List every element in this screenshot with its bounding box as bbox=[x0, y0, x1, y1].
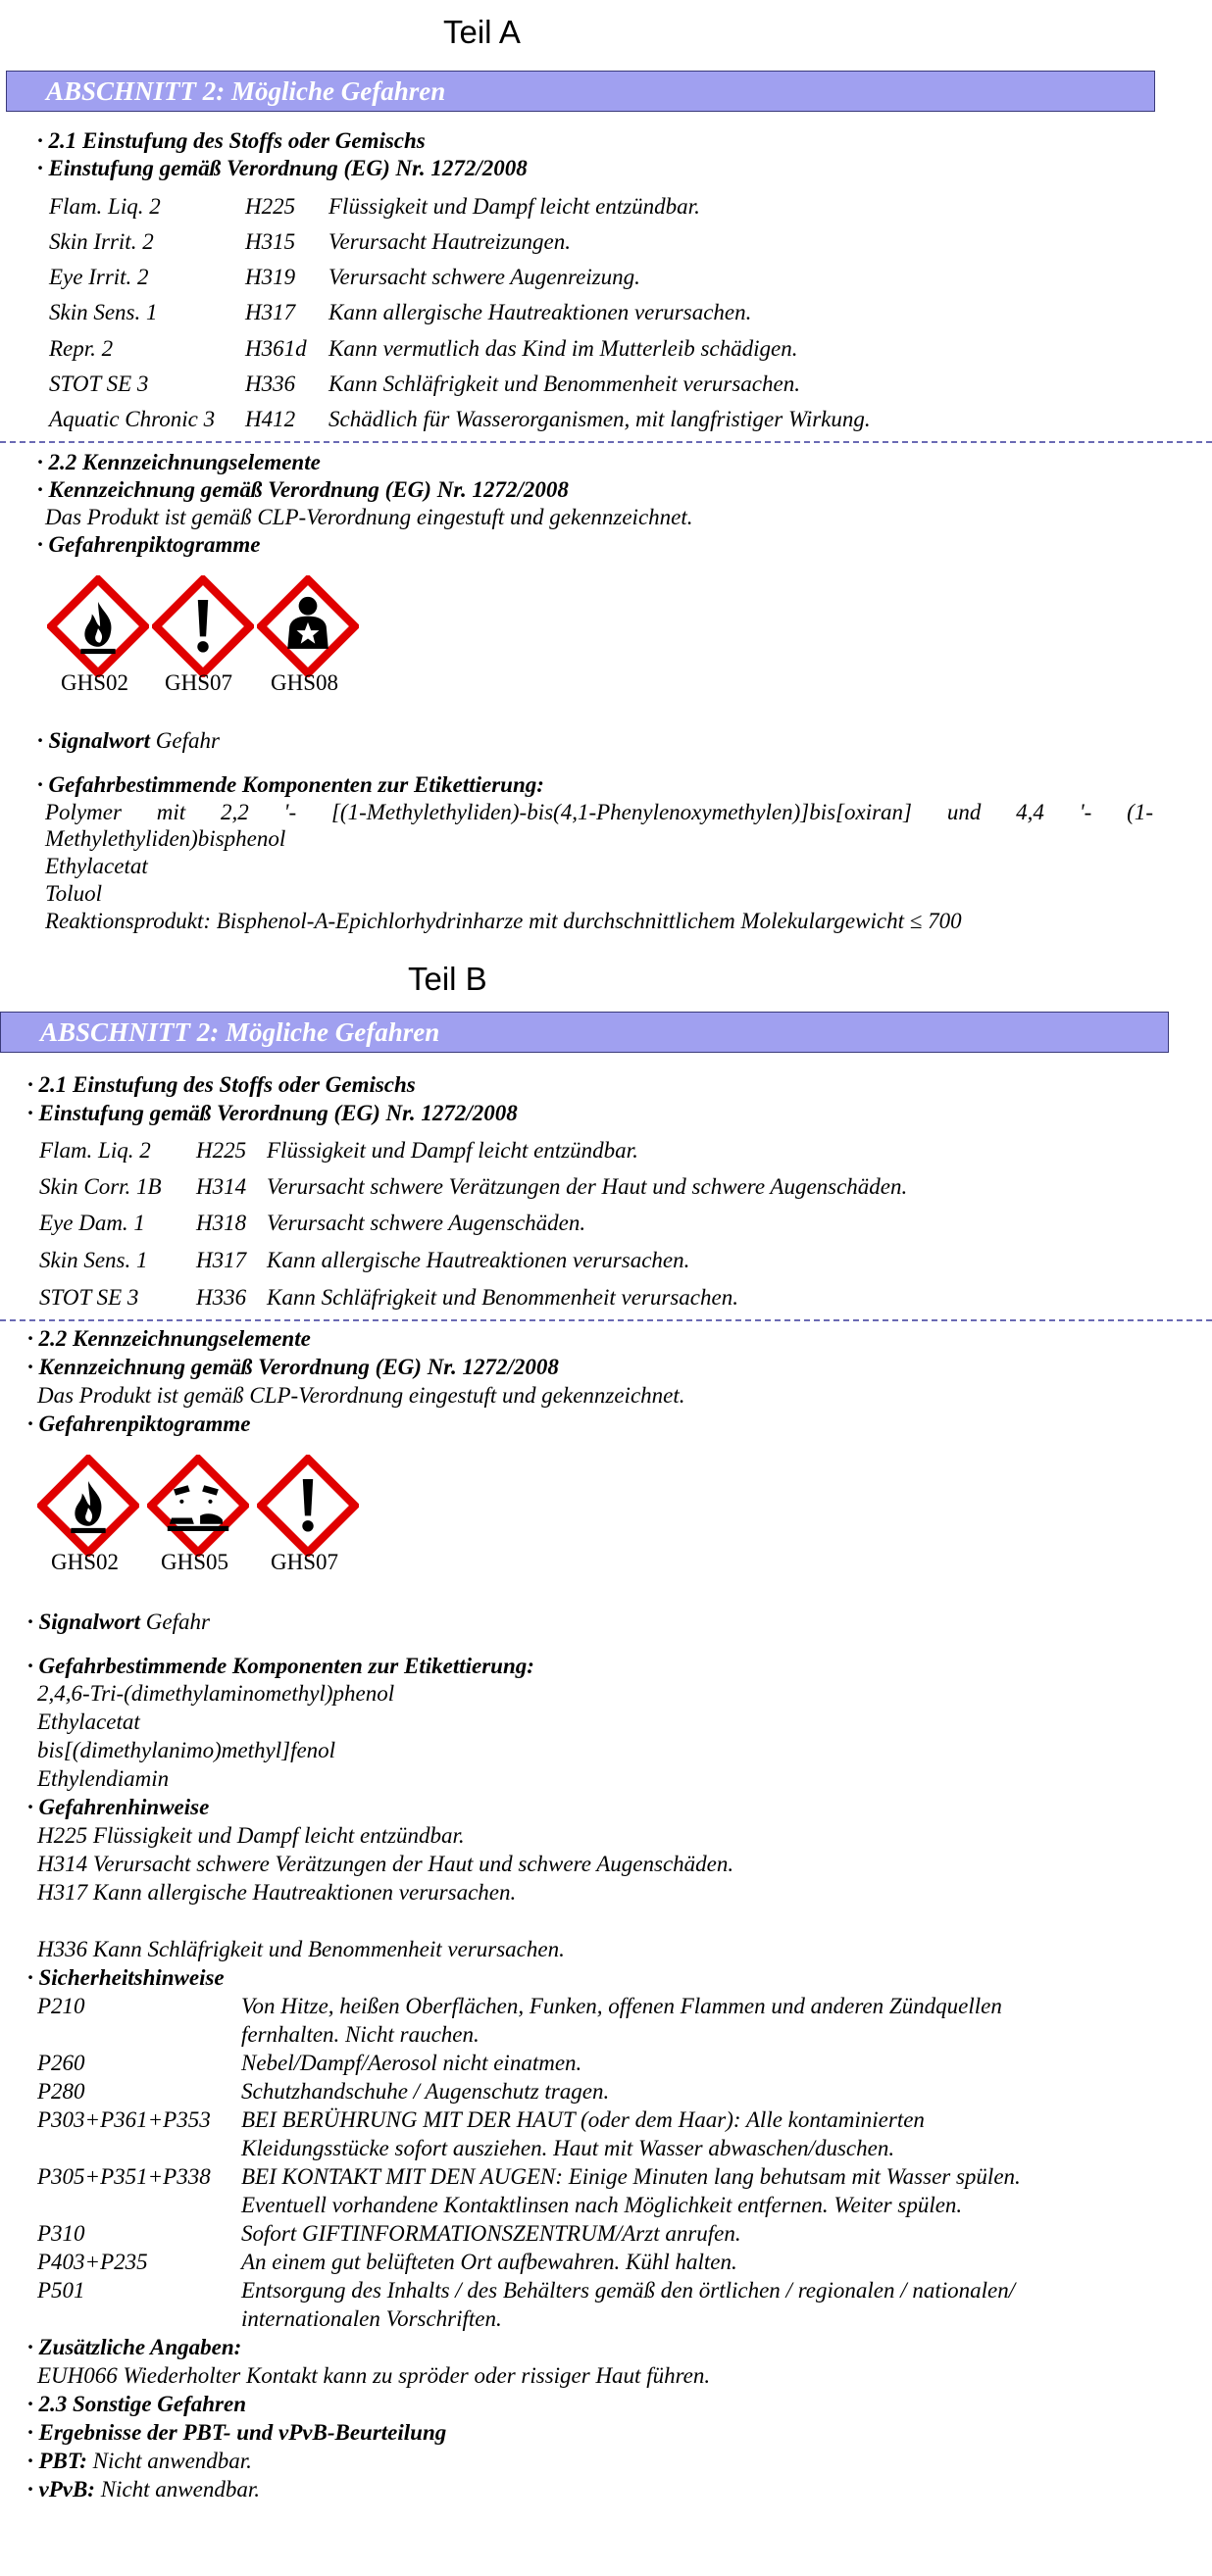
part-b-signal-value: Gefahr bbox=[145, 1610, 210, 1634]
part-b-hazard-2: H317 Kann allergische Hautreaktionen verursachen. bbox=[37, 1880, 517, 1905]
precaution-text: BEI BERÜHRUNG MIT DER HAUT (oder dem Haar): Alle kontaminierten bbox=[241, 2107, 925, 2132]
part-b-text-4: Kann Schläfrigkeit und Benommenheit verursachen. bbox=[267, 1285, 738, 1310]
part-a-heading-2-1-reg: · Einstufung gemäß Verordnung (EG) Nr. 1272/2008 bbox=[37, 156, 528, 180]
part-a-text-3: Kann allergische Hautreaktionen verursachen. bbox=[328, 300, 752, 324]
part-b-text-0: Flüssigkeit und Dampf leicht entzündbar. bbox=[267, 1138, 638, 1163]
part-b-heading-2-1: · 2.1 Einstufung des Stoffs oder Gemischs bbox=[27, 1072, 416, 1097]
part-a-code-0: H225 bbox=[245, 194, 296, 219]
part-b-cls-0: Flam. Liq. 2 bbox=[39, 1138, 151, 1163]
part-a-cls-2: Eye Irrit. 2 bbox=[49, 265, 149, 289]
part-b-hazard-0: H225 Flüssigkeit und Dampf leicht entzündbar. bbox=[37, 1823, 465, 1848]
part-a-cls-6: Aquatic Chronic 3 bbox=[49, 407, 216, 431]
part-b-component-3: Ethylendiamin bbox=[37, 1766, 170, 1791]
part-a-cls-0: Flam. Liq. 2 bbox=[49, 194, 161, 219]
part-a-divider bbox=[0, 441, 1212, 443]
precaution-code: P280 bbox=[37, 2079, 85, 2104]
part-b-heading-2-2: · 2.2 Kennzeichnungselemente bbox=[27, 1326, 311, 1351]
part-b-title: Teil B bbox=[408, 961, 487, 997]
part-a-code-6: H412 bbox=[245, 407, 296, 431]
part-b-hazard-heading: · Gefahrenhinweise bbox=[27, 1795, 210, 1819]
part-b-safety-heading: · Sicherheitshinweise bbox=[27, 1965, 225, 1990]
part-b-component-0: 2,4,6-Tri-(dimethylaminomethyl)phenol bbox=[37, 1681, 395, 1706]
corrosion-pictogram-icon bbox=[147, 1455, 249, 1557]
part-b-heading-2-1-reg: · Einstufung gemäß Verordnung (EG) Nr. 1272/2008 bbox=[27, 1101, 518, 1125]
part-b-heading-2-3: · 2.3 Sonstige Gefahren bbox=[27, 2392, 246, 2416]
part-b-components-heading: · Gefahrbestimmende Komponenten zur Etikettierung: bbox=[27, 1654, 534, 1678]
part-b-divider bbox=[0, 1319, 1212, 1321]
part-a-component-1: Ethylacetat bbox=[45, 854, 148, 878]
part-b-hazard-1: H314 Verursacht schwere Verätzungen der Haut und schwere Augenschäden. bbox=[37, 1852, 734, 1876]
part-b-text-3: Kann allergische Hautreaktionen verursachen. bbox=[267, 1248, 690, 1272]
part-b-hazard-3: H336 Kann Schläfrigkeit und Benommenheit verursachen. bbox=[37, 1937, 565, 1961]
part-a-text-1: Verursacht Hautreizungen. bbox=[328, 229, 572, 254]
flame-pictogram-icon bbox=[37, 1455, 139, 1557]
part-b-additional-heading: · Zusätzliche Angaben: bbox=[27, 2335, 242, 2359]
part-a-signal-word bbox=[37, 727, 220, 755]
part-a-code-3: H317 bbox=[245, 300, 296, 324]
part-a-heading-2-1: · 2.1 Einstufung des Stoffs oder Gemischs bbox=[37, 128, 426, 153]
part-b-picto-label-0: GHS02 bbox=[51, 1550, 120, 1574]
precaution-text: Nebel/Dampf/Aerosol nicht einatmen. bbox=[241, 2051, 582, 2075]
part-a-clp-note: Das Produkt ist gemäß CLP-Verordnung eingestuft und gekennzeichnet. bbox=[45, 505, 693, 529]
health-hazard-pictogram-icon bbox=[257, 575, 359, 677]
part-a-picto-heading: · Gefahrenpiktogramme bbox=[37, 532, 261, 557]
part-b-section-banner: ABSCHNITT 2: Mögliche Gefahren bbox=[0, 1012, 1169, 1053]
part-b-vpvb-value: Nicht anwendbar. bbox=[100, 2477, 260, 2502]
precaution-text-cont: Eventuell vorhandene Kontaktlinsen nach Möglichkeit entfernen. Weiter spülen. bbox=[241, 2193, 963, 2217]
part-a-text-5: Kann Schläfrigkeit und Benommenheit verursachen. bbox=[328, 372, 800, 396]
part-a-signal-value: Gefahr bbox=[155, 728, 220, 753]
part-b-cls-1: Skin Corr. 1B bbox=[39, 1174, 162, 1199]
precaution-text: BEI KONTAKT MIT DEN AUGEN: Einige Minuten lang behutsam mit Wasser spülen. bbox=[241, 2164, 1021, 2189]
part-b-cls-3: Skin Sens. 1 bbox=[39, 1248, 148, 1272]
precaution-code: P305+P351+P338 bbox=[37, 2164, 211, 2189]
part-a-section-banner: ABSCHNITT 2: Mögliche Gefahren bbox=[6, 71, 1155, 112]
part-a-code-5: H336 bbox=[245, 372, 296, 396]
part-a-text-0: Flüssigkeit und Dampf leicht entzündbar. bbox=[328, 194, 700, 219]
part-b-clp-note: Das Produkt ist gemäß CLP-Verordnung eingestuft und gekennzeichnet. bbox=[37, 1383, 685, 1408]
precaution-text-cont: Kleidungsstücke sofort ausziehen. Haut mit Wasser abwaschen/duschen. bbox=[241, 2136, 895, 2160]
precaution-code: P260 bbox=[37, 2051, 85, 2075]
precaution-code: P303+P361+P353 bbox=[37, 2107, 211, 2132]
part-b-code-2: H318 bbox=[196, 1211, 247, 1235]
part-b-picto-heading: · Gefahrenpiktogramme bbox=[27, 1412, 251, 1436]
part-a-text-2: Verursacht schwere Augenreizung. bbox=[328, 265, 640, 289]
part-b-code-4: H336 bbox=[196, 1285, 247, 1310]
precaution-text: Entsorgung des Inhalts / des Behälters gemäß den örtlichen / regionalen / nationalen/ bbox=[241, 2278, 1016, 2303]
precaution-code: P403+P235 bbox=[37, 2250, 148, 2274]
part-b-heading-2-2-reg: · Kennzeichnung gemäß Verordnung (EG) Nr. 1272/2008 bbox=[27, 1355, 559, 1379]
part-a-component-polymer-line1: Polymer mit 2,2 '- [(1-Methylethyliden)-bis(4,1-Phenylenoxymethylen)]bis[oxiran] und 4,4 '- (1- bbox=[45, 800, 1153, 824]
part-b-picto-label-2: GHS07 bbox=[271, 1550, 339, 1574]
part-b-pbt-heading: · Ergebnisse der PBT- und vPvB-Beurteilung bbox=[27, 2420, 447, 2445]
part-b-code-0: H225 bbox=[196, 1138, 247, 1163]
part-a-text-4: Kann vermutlich das Kind im Mutterleib schädigen. bbox=[328, 336, 798, 361]
part-a-code-2: H319 bbox=[245, 265, 296, 289]
part-a-picto-label-0: GHS02 bbox=[61, 670, 129, 695]
precaution-text: Schutzhandschuhe / Augenschutz tragen. bbox=[241, 2079, 610, 2104]
part-b-component-1: Ethylacetat bbox=[37, 1709, 140, 1734]
part-b-code-3: H317 bbox=[196, 1248, 247, 1272]
part-a-picto-label-1: GHS07 bbox=[165, 670, 233, 695]
exclamation-pictogram-icon bbox=[152, 575, 254, 677]
precaution-code: P501 bbox=[37, 2278, 85, 2303]
part-b-pbt-label: · PBT: bbox=[27, 2449, 87, 2473]
part-a-signal-label: · Signalwort bbox=[37, 728, 151, 753]
part-b-signal-word bbox=[27, 1609, 210, 1636]
precaution-text-cont: internationalen Vorschriften. bbox=[241, 2306, 502, 2331]
part-b-vpvb-label: · vPvB: bbox=[27, 2477, 95, 2502]
part-a-code-4: H361d bbox=[245, 336, 307, 361]
part-b-text-1: Verursacht schwere Verätzungen der Haut und schwere Augenschäden. bbox=[267, 1174, 908, 1199]
precaution-code: P210 bbox=[37, 1994, 85, 2018]
precaution-text: Sofort GIFTINFORMATIONSZENTRUM/Arzt anrufen. bbox=[241, 2221, 741, 2246]
exclamation-pictogram-icon bbox=[257, 1455, 359, 1557]
part-b-picto-label-1: GHS05 bbox=[161, 1550, 229, 1574]
part-b-signal-label: · Signalwort bbox=[27, 1610, 141, 1634]
part-a-component-3: Reaktionsprodukt: Bisphenol-A-Epichlorhydrinharze mit durchschnittlichem Molekulargewicht ≤ 700 bbox=[45, 909, 962, 933]
part-a-heading-2-2: · 2.2 Kennzeichnungselemente bbox=[37, 450, 321, 474]
precaution-code: P310 bbox=[37, 2221, 85, 2246]
precaution-text-cont: fernhalten. Nicht rauchen. bbox=[241, 2022, 480, 2047]
part-b-cls-4: STOT SE 3 bbox=[39, 1285, 139, 1310]
part-a-cls-4: Repr. 2 bbox=[49, 336, 114, 361]
part-a-components-heading: · Gefahrbestimmende Komponenten zur Etikettierung: bbox=[37, 772, 544, 797]
part-b-pbt-value: Nicht anwendbar. bbox=[92, 2449, 252, 2473]
precaution-text: An einem gut belüfteten Ort aufbewahren. Kühl halten. bbox=[241, 2250, 737, 2274]
part-a-code-1: H315 bbox=[245, 229, 296, 254]
part-b-additional-text: EUH066 Wiederholter Kontakt kann zu spröder oder rissiger Haut führen. bbox=[37, 2363, 711, 2388]
part-a-component-polymer-line2: Methylethyliden)bisphenol bbox=[45, 826, 286, 851]
part-a-cls-3: Skin Sens. 1 bbox=[49, 300, 158, 324]
part-b-pbt-row bbox=[27, 2448, 252, 2475]
part-a-heading-2-2-reg: · Kennzeichnung gemäß Verordnung (EG) Nr. 1272/2008 bbox=[37, 477, 569, 502]
part-b-text-2: Verursacht schwere Augenschäden. bbox=[267, 1211, 586, 1235]
part-a-title: Teil A bbox=[443, 14, 521, 50]
part-a-cls-1: Skin Irrit. 2 bbox=[49, 229, 154, 254]
part-a-text-6: Schädlich für Wasserorganismen, mit langfristiger Wirkung. bbox=[328, 407, 871, 431]
part-b-vpvb-row bbox=[27, 2476, 260, 2503]
part-a-component-2: Toluol bbox=[45, 881, 102, 906]
part-a-cls-5: STOT SE 3 bbox=[49, 372, 149, 396]
flame-pictogram-icon bbox=[47, 575, 149, 677]
part-a-picto-label-2: GHS08 bbox=[271, 670, 339, 695]
precaution-text: Von Hitze, heißen Oberflächen, Funken, offenen Flammen und anderen Zündquellen bbox=[241, 1994, 1002, 2018]
part-b-component-2: bis[(dimethylanimo)methyl]fenol bbox=[37, 1738, 336, 1762]
part-b-cls-2: Eye Dam. 1 bbox=[39, 1211, 145, 1235]
part-b-code-1: H314 bbox=[196, 1174, 247, 1199]
